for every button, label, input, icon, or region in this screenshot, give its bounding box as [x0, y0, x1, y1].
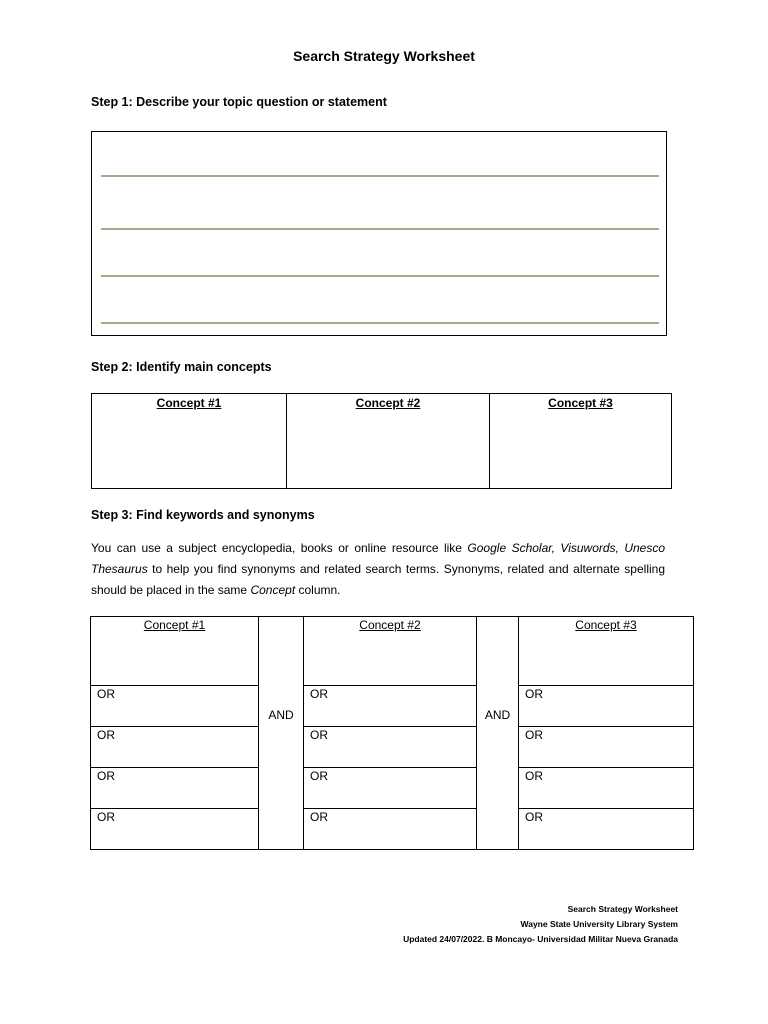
- topic-writing-box[interactable]: [91, 131, 667, 336]
- resource-unesco-thesaurus: Unesco Thesaurus: [91, 541, 666, 576]
- writing-line: [101, 322, 659, 324]
- synonym-cell[interactable]: OR: [304, 686, 477, 727]
- synonym-cell[interactable]: OR: [304, 809, 477, 850]
- synonym-cell[interactable]: OR: [304, 768, 477, 809]
- step1-heading: Step 1: Describe your topic question or statement: [91, 95, 387, 109]
- keyword-header-1: Concept #1: [91, 617, 259, 686]
- and-operator-2: AND: [477, 617, 519, 850]
- step3-heading: Step 3: Find keywords and synonyms: [91, 508, 315, 522]
- resource-visuwords: Visuwords: [560, 541, 616, 555]
- resource-google-scholar: Google Scholar: [467, 541, 552, 555]
- step2-heading: Step 2: Identify main concepts: [91, 360, 272, 374]
- synonym-cell[interactable]: OR: [91, 727, 259, 768]
- synonym-cell[interactable]: OR: [304, 727, 477, 768]
- synonym-cell[interactable]: OR: [519, 768, 694, 809]
- page-footer: [403, 902, 678, 947]
- keywords-table: [90, 616, 694, 850]
- concept-cell-3[interactable]: Concept #3: [490, 394, 672, 489]
- main-concepts-table: [91, 393, 672, 489]
- writing-line: [101, 175, 659, 177]
- synonym-cell[interactable]: OR: [519, 727, 694, 768]
- concept-cell-2[interactable]: Concept #2: [287, 394, 490, 489]
- writing-line: [101, 275, 659, 277]
- writing-line: [101, 228, 659, 230]
- concept-cell-1[interactable]: Concept #1: [92, 394, 287, 489]
- synonym-cell[interactable]: OR: [519, 809, 694, 850]
- page-title: Search Strategy Worksheet: [293, 48, 475, 64]
- keyword-header-2: Concept #2: [304, 617, 477, 686]
- footer-line-3: Updated 24/07/2022. B Moncayo- Universidad Militar Nueva Granada: [403, 934, 678, 944]
- keyword-header-3: Concept #3: [519, 617, 694, 686]
- instructions-paragraph: You can use a subject encyclopedia, books or online resource like Google Scholar, Visuwords, Unesco Thesaurus to help you find synonyms and related search terms. Synonyms, related and alternate spelling should be placed in the same Concept column.: [91, 541, 666, 597]
- synonym-cell[interactable]: OR: [519, 686, 694, 727]
- synonym-cell[interactable]: OR: [91, 768, 259, 809]
- footer-line-2: Wayne State University Library System: [520, 919, 678, 929]
- and-operator-1: AND: [259, 617, 304, 850]
- synonym-cell[interactable]: OR: [91, 686, 259, 727]
- synonym-cell[interactable]: OR: [91, 809, 259, 850]
- footer-line-1: Search Strategy Worksheet: [567, 904, 678, 914]
